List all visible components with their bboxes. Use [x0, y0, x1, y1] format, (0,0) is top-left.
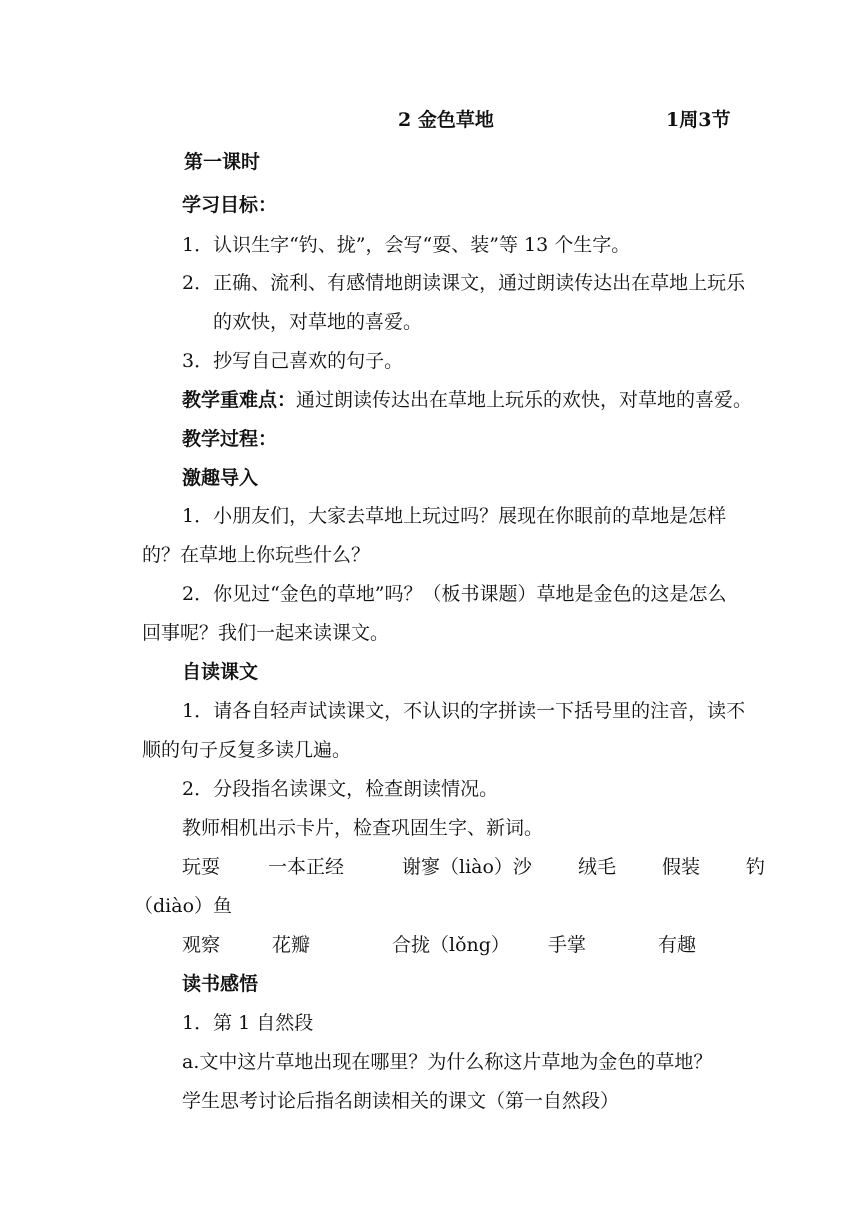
insight-paragraph-1: 1．第 1 自然段	[182, 1012, 314, 1034]
word-card: 钓	[746, 856, 766, 878]
word-card: 谢寥（liào）沙	[402, 856, 532, 878]
keypoint-label: 教学重难点：	[182, 389, 297, 411]
word-card: 花瓣	[272, 934, 311, 956]
objective-item-2-cont: 的欢快，对草地的喜爱。	[213, 311, 423, 333]
intro-paragraph-2-line-1: 2．你见过“金色的草地”吗？（板书课题）草地是金色的这是怎么	[182, 583, 727, 605]
objective-item-1: 1．认识生字“钓、拢”，会写“耍、装”等 13 个生字。	[182, 234, 631, 256]
reading-paragraph-1-line-1: 1．请各自轻声试读课文，不认识的字拼读一下括号里的注音，读不	[182, 700, 746, 722]
objective-item-2: 2．正确、流利、有感情地朗读课文，通过朗读传达出在草地上玩乐	[182, 272, 746, 294]
section-heading-reading-insight: 读书感悟	[182, 973, 259, 995]
section-heading-intro: 激趣导入	[182, 467, 259, 489]
lesson-period: 第一课时	[184, 151, 261, 173]
word-card-cont: （diào）鱼	[134, 895, 233, 917]
keypoint-line	[182, 386, 752, 414]
section-heading-self-reading: 自读课文	[182, 661, 259, 683]
insight-paragraph-2: a.文中这片草地出现在哪里？为什么称这片草地为金色的草地？	[182, 1051, 713, 1073]
keypoint-text: 通过朗读传达出在草地上玩乐的欢快，对草地的喜爱。	[296, 389, 753, 411]
reading-paragraph-3: 教师相机出示卡片，检查巩固生字、新词。	[182, 817, 544, 839]
intro-paragraph-1-line-2: 的？在草地上你玩些什么？	[142, 544, 371, 566]
word-card: 绒毛	[578, 856, 617, 878]
reading-paragraph-1-line-2: 顺的句子反复多读几遍。	[142, 739, 352, 761]
objective-item-3: 3．抄写自己喜欢的句子。	[182, 350, 404, 372]
intro-paragraph-1-line-1: 1．小朋友们，大家去草地上玩过吗？展现在你眼前的草地是怎样	[182, 505, 727, 527]
word-card: 观察	[182, 934, 221, 956]
word-card: 假装	[662, 856, 701, 878]
word-card: 玩耍	[182, 856, 221, 878]
word-card: 一本正经	[268, 856, 345, 878]
intro-paragraph-2-line-2: 回事呢？我们一起来读课文。	[142, 622, 390, 644]
insight-paragraph-3: 学生思考讨论后指名朗读相关的课文（第一自然段）	[182, 1090, 620, 1112]
process-heading: 教学过程：	[182, 428, 278, 450]
word-card: 合拢（lǒng）	[392, 934, 510, 956]
word-card: 手掌	[548, 934, 587, 956]
word-card: 有趣	[658, 934, 697, 956]
reading-paragraph-2: 2．分段指名读课文，检查朗读情况。	[182, 778, 499, 800]
lesson-schedule: 1周3节	[666, 109, 731, 131]
lesson-title: 2 金色草地	[398, 109, 494, 131]
objectives-heading: 学习目标：	[182, 194, 278, 216]
